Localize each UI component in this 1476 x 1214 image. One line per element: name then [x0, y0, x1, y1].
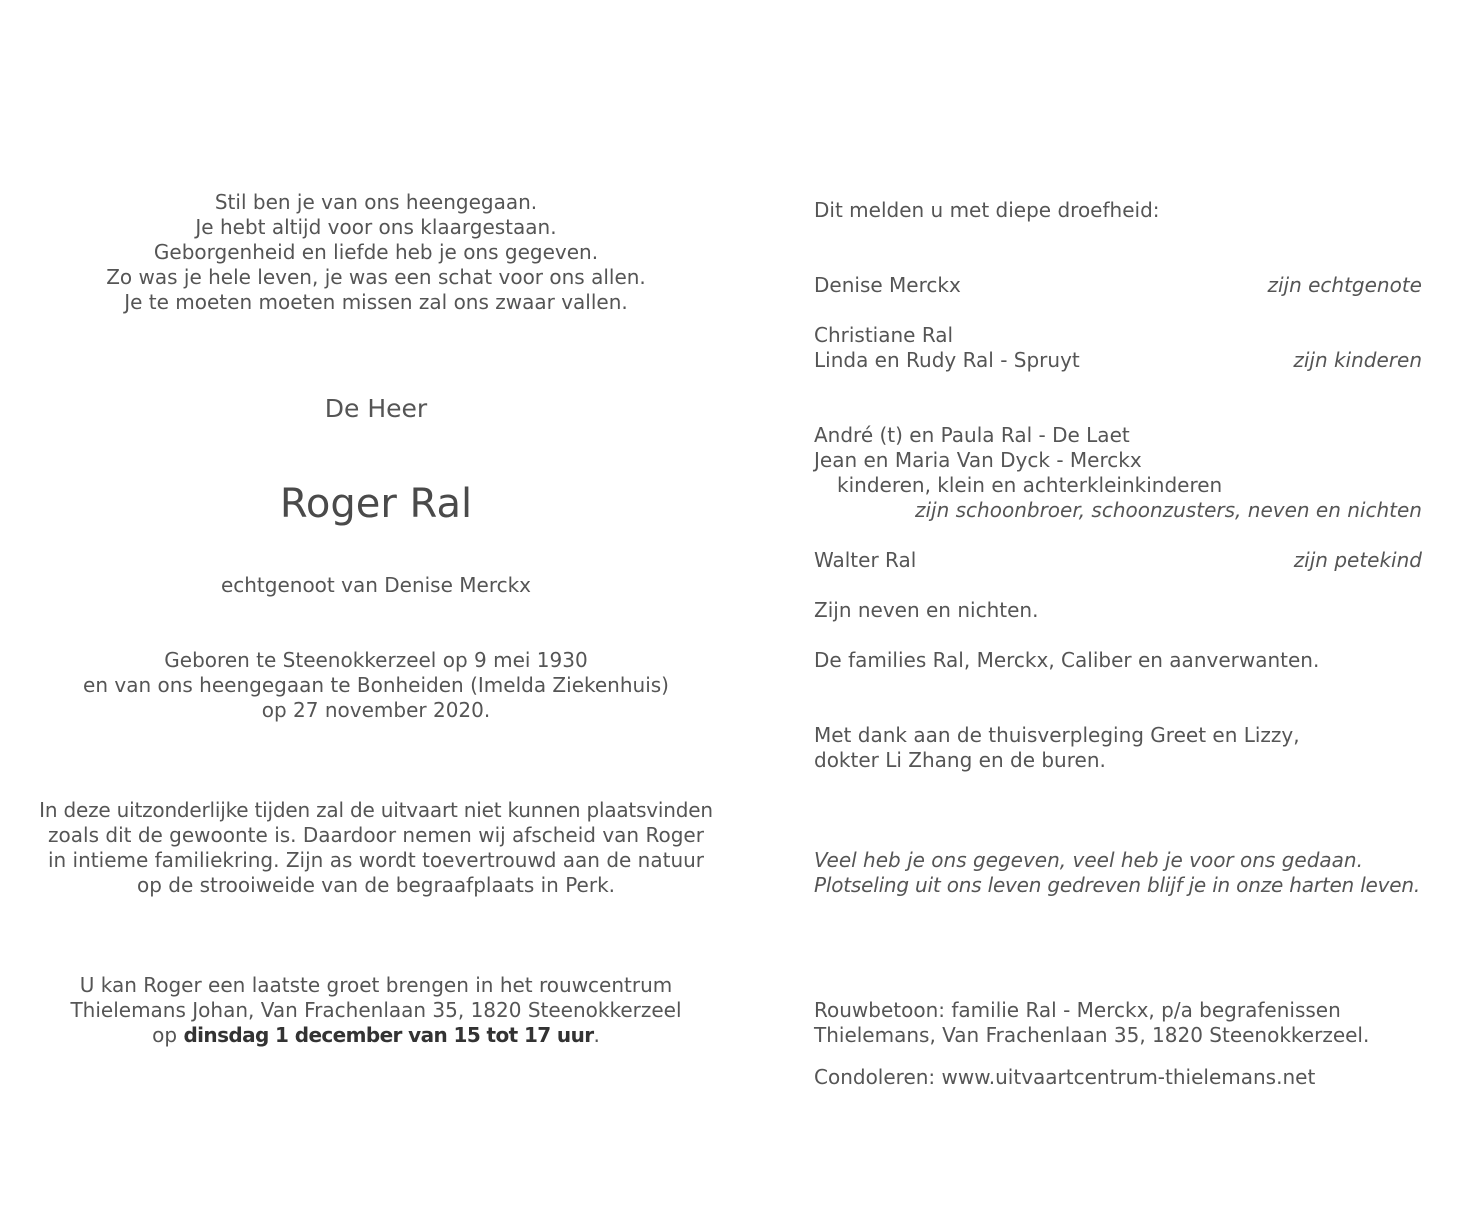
salutation: De Heer: [324, 394, 428, 423]
poem-line: Stil ben je van ons heengegaan.: [214, 190, 538, 214]
godchild-role: zijn petekind: [1293, 548, 1422, 572]
child-name: Linda en Rudy Ral - Spruyt: [814, 348, 1080, 372]
visit-suffix: .: [593, 1023, 600, 1047]
godchild-name: Walter Ral: [814, 548, 917, 572]
spouse-row: [814, 273, 1422, 298]
quote-line: Veel heb je ons gegeven, veel heb je voor ons gedaan.: [814, 848, 1363, 872]
condolence-link[interactable]: Condoleren: www.uitvaartcentrum-thielemans.net: [814, 1065, 1316, 1089]
poem-line: Je hebt altijd voor ons klaargestaan.: [195, 215, 557, 239]
funeral-line: zoals dit de gewoonte is. Daardoor nemen wij afscheid van Roger: [48, 823, 704, 847]
children-row: [814, 348, 1422, 373]
poem-line: Je te moeten moeten missen zal ons zwaar vallen.: [124, 290, 628, 314]
spouse-role: zijn echtgenote: [1267, 273, 1422, 297]
visit-line: U kan Roger een laatste groet brengen in het rouwcentrum: [79, 973, 673, 997]
spouse-line: echtgenoot van Denise Merckx: [220, 573, 532, 597]
thanks-line: Met dank aan de thuisverpleging Greet en Lizzy,: [814, 723, 1300, 747]
spouse-name: Denise Merckx: [814, 273, 961, 297]
death-line: en van ons heengegaan te Bonheiden (Imelda Ziekenhuis): [83, 673, 669, 697]
in-law-name: André (t) en Paula Ral - De Laet: [814, 423, 1130, 447]
funeral-line: op de strooiweide van de begraafplaats in Perk.: [136, 873, 616, 897]
in-laws-desc: kinderen, klein en achterkleinkinderen: [837, 473, 1223, 497]
thanks-line: dokter Li Zhang en de buren.: [814, 748, 1106, 772]
poem-line: Geborgenheid en liefde heb je ons gegeven.: [153, 240, 599, 264]
quote-line: Plotseling uit ons leven gedreven blijf je in onze harten leven.: [814, 873, 1421, 897]
visit-date-line: [0, 1023, 752, 1048]
in-law-name: Jean en Maria Van Dyck - Merckx: [814, 448, 1142, 472]
godchild-row: [814, 548, 1422, 573]
birth-line: Geboren te Steenokkerzeel op 9 mei 1930: [164, 648, 588, 672]
visit-date: dinsdag 1 december van 15 tot 17 uur: [183, 1023, 594, 1047]
funeral-line: In deze uitzonderlijke tijden zal de uitvaart niet kunnen plaatsvinden: [39, 798, 713, 822]
intro-line: Dit melden u met diepe droefheid:: [814, 198, 1160, 222]
child-name: Christiane Ral: [814, 323, 954, 347]
funeral-line: in intieme familiekring. Zijn as wordt toevertrouwd aan de natuur: [47, 848, 705, 872]
cousins-line: Zijn neven en nichten.: [814, 598, 1039, 622]
in-laws-role: zijn schoonbroer, schoonzusters, neven en nichten: [914, 498, 1422, 522]
visit-line: Thielemans Johan, Van Frachenlaan 35, 1820 Steenokkerzeel: [70, 998, 682, 1022]
children-role: zijn kinderen: [1293, 348, 1422, 372]
visit-prefix: op: [152, 1023, 184, 1047]
deceased-name: Roger Ral: [279, 481, 473, 527]
address-line: Rouwbetoon: familie Ral - Merckx, p/a begrafenissen: [814, 998, 1341, 1022]
families-line: De families Ral, Merckx, Caliber en aanverwanten.: [814, 648, 1320, 672]
poem-line: Zo was je hele leven, je was een schat voor ons allen.: [106, 265, 646, 289]
death-date-line: op 27 november 2020.: [261, 698, 491, 722]
address-line: Thielemans, Van Frachenlaan 35, 1820 Steenokkerzeel.: [814, 1023, 1370, 1047]
